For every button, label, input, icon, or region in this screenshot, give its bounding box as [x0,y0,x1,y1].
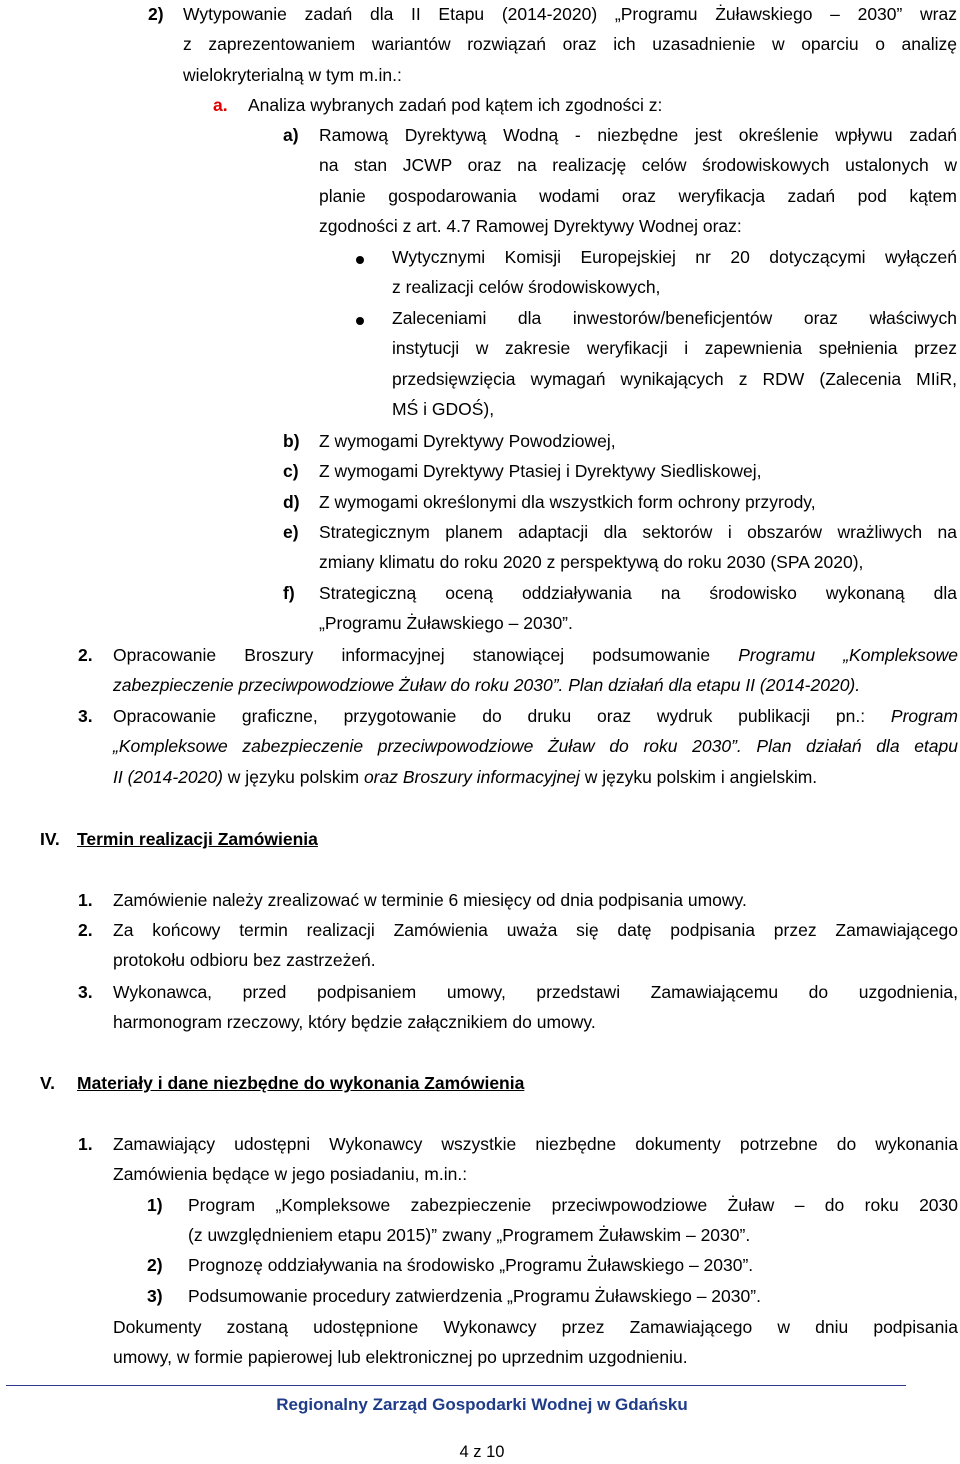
item-number: c) [283,461,299,481]
closing-paragraph [113,1312,958,1373]
text-line: Podsumowanie procedury zatwierdzenia „Programu Żuławskiego – 2030”. [188,1286,761,1306]
section-number: IV. [40,829,60,849]
text-line: Program „Kompleksowe zabezpieczenie przeciwpowodziowe Żuław – do roku 2030 [188,1195,958,1215]
text-line: Zaleceniami dla inwestorów/beneficjentów oraz właściwych [392,308,957,328]
item-number: 1. [78,890,93,910]
text-line: Zamawiający udostępni Wykonawcy wszystkie niezbędne dokumenty potrzebne do wykonania [113,1134,958,1154]
sub-e-text [319,517,957,578]
list-item [188,1250,753,1280]
text-line: harmonogram rzeczowy, który będzie załącznikiem do umowy. [113,1012,596,1033]
item-number: 3. [78,982,93,1002]
bullet-item [392,242,957,303]
sub-f-text [319,578,957,639]
text-line: Ramową Dyrektywą Wodną - niezbędne jest określenie wpływu zadań [319,125,957,145]
text-line: Zamówienie należy zrealizować w terminie 6 miesięcy od dnia podpisania umowy. [113,890,747,910]
text-line: planie gospodarowania wodami oraz weryfikacja zadań pod kątem [319,185,957,206]
text-run-italic: Program [890,706,958,726]
text-line: z realizacji celów środowiskowych, [392,277,661,298]
list-item [113,885,747,915]
text-line: Wytycznymi Komisji Europejskiej nr 20 dotyczącymi wyłączeń [392,247,957,267]
text-line: MŚ i GDOŚ), [392,398,495,419]
text-run: Opracowanie Broszury informacyjnej stanowiącej podsumowanie [113,645,739,665]
item-number: 3) [147,1286,163,1306]
sub-a-text [319,120,957,241]
text-line: zmiany klimatu do roku 2020 z perspektywą do roku 2030 (SPA 2020), [319,552,864,573]
bullet-item [392,303,957,424]
text-line: Dokumenty zostaną udostępnione Wykonawcy przez Zamawiającego w dniu podpisania [113,1317,958,1337]
text-line: Analiza wybranych zadań pod kątem ich zgodności z: [248,95,663,115]
point-3-text [113,701,958,792]
list-item [188,1281,761,1311]
text-line: Z wymogami Dyrektywy Ptasiej i Dyrektywy Siedliskowej, [319,461,762,481]
item-number: e) [283,522,299,542]
heading-text: Termin realizacji Zamówienia [77,829,318,849]
text-line: zgodności z art. 4.7 Ramowej Dyrektywy Wodnej oraz: [319,215,742,236]
sub-c-text [319,456,761,486]
list-item [113,915,958,976]
item-a-text [248,90,662,120]
item-number: 2. [78,645,93,665]
item-number: 2. [78,920,93,940]
item-number: 1) [147,1195,163,1215]
bullet-icon [356,256,364,264]
footer-institution: Regionalny Zarząd Gospodarki Wodnej w Gdańsku [276,1395,688,1414]
heading-text: Materiały i dane niezbędne do wykonania Zamówienia [77,1073,525,1093]
section-number: V. [40,1073,55,1093]
text-line: Z wymogami określonymi dla wszystkich form ochrony przyrody, [319,492,816,512]
text-line: Zamówienia będące w jego posiadaniu, m.in.: [113,1164,468,1185]
list-item [113,1129,958,1190]
text-line: zabezpieczenie przeciwpowodziowe Żuław do roku 2030”. Plan działań dla etapu II (2014-2020). [113,675,861,696]
text-run-italic: oraz Broszury informacyjnej [363,766,580,787]
text-line: „Kompleksowe zabezpieczenie przeciwpowodziowe Żuław do roku 2030”. Plan działań dla etapu [113,736,958,757]
item-number: a) [283,125,299,145]
text-line: na stan JCWP oraz na realizację celów środowiskowych ustalonych w [319,155,957,176]
text-line: wielokryterialną w tym m.in.: [183,64,402,85]
text-line: umowy, w formie papierowej lub elektronicznej po uprzednim uzgodnieniu. [113,1347,688,1368]
sub-b-text [319,426,616,456]
text-line: „Programu Żuławskiego – 2030”. [319,613,573,634]
text-line: Z wymogami Dyrektywy Powodziowej, [319,431,616,451]
text-run: Opracowanie graficzne, przygotowanie do druku oraz wydruk publikacji pn.: [113,706,891,726]
text-line [113,762,958,792]
text-line: Wykonawca, przed podpisaniem umowy, przedstawi Zamawiającemu do uzgodnienia, [113,982,958,1002]
section-title [77,824,318,854]
text-line: przedsięwzięcia wymagań wynikających z RDW (Zalecenia MIiR, [392,368,957,389]
text-line: (z uwzględnieniem etapu 2015)” zwany „Programem Żuławskim – 2030”. [188,1225,751,1246]
text-run: w języku polskim [222,766,364,787]
text-run-italic: II (2014-2020) [113,766,223,787]
list-item [113,977,958,1038]
item-2-text [183,0,957,90]
text-line: protokołu odbioru bez zastrzeżeń. [113,950,376,971]
text-line: Prognozę oddziaływania na środowisko „Programu Żuławskiego – 2030”. [188,1255,754,1275]
text-line [113,640,958,670]
list-item [188,1190,958,1251]
footer-rule [6,1385,906,1386]
text-line: Strategicznym planem adaptacji dla sektorów i obszarów wrażliwych na [319,522,957,542]
text-line [113,701,958,731]
bullet-icon [356,317,364,325]
text-line: Strategiczną oceną oddziaływania na środowisko wykonaną dla [319,583,957,603]
text-run: w języku polskim i angielskim. [579,766,818,787]
item-number: b) [283,431,300,451]
item-number: 2) [147,1255,163,1275]
text-line: z zaprezentowaniem wariantów rozwiązań oraz ich uzasadnienie w oparciu o analizę [183,34,957,55]
item-marker-red: a. [213,95,228,115]
item-number: 1. [78,1134,93,1154]
text-line: instytucji w zakresie weryfikacji i zapewnienia spełnienia przez [392,338,957,359]
point-2-text [113,640,958,701]
item-number: f) [283,583,295,603]
text-run-italic: Programu „Kompleksowe [738,645,959,665]
page-number: 4 z 10 [459,1443,505,1461]
item-number: 3. [78,706,93,726]
section-title [77,1068,524,1098]
text-line: Za końcowy termin realizacji Zamówienia uważa się datę podpisania przez Zamawiającego [113,920,958,940]
text-line: Wytypowanie zadań dla II Etapu (2014-2020) „Programu Żuławskiego – 2030” wraz [183,4,957,24]
sub-d-text [319,487,816,517]
item-number: 2) [148,4,164,24]
item-number: d) [283,492,300,512]
